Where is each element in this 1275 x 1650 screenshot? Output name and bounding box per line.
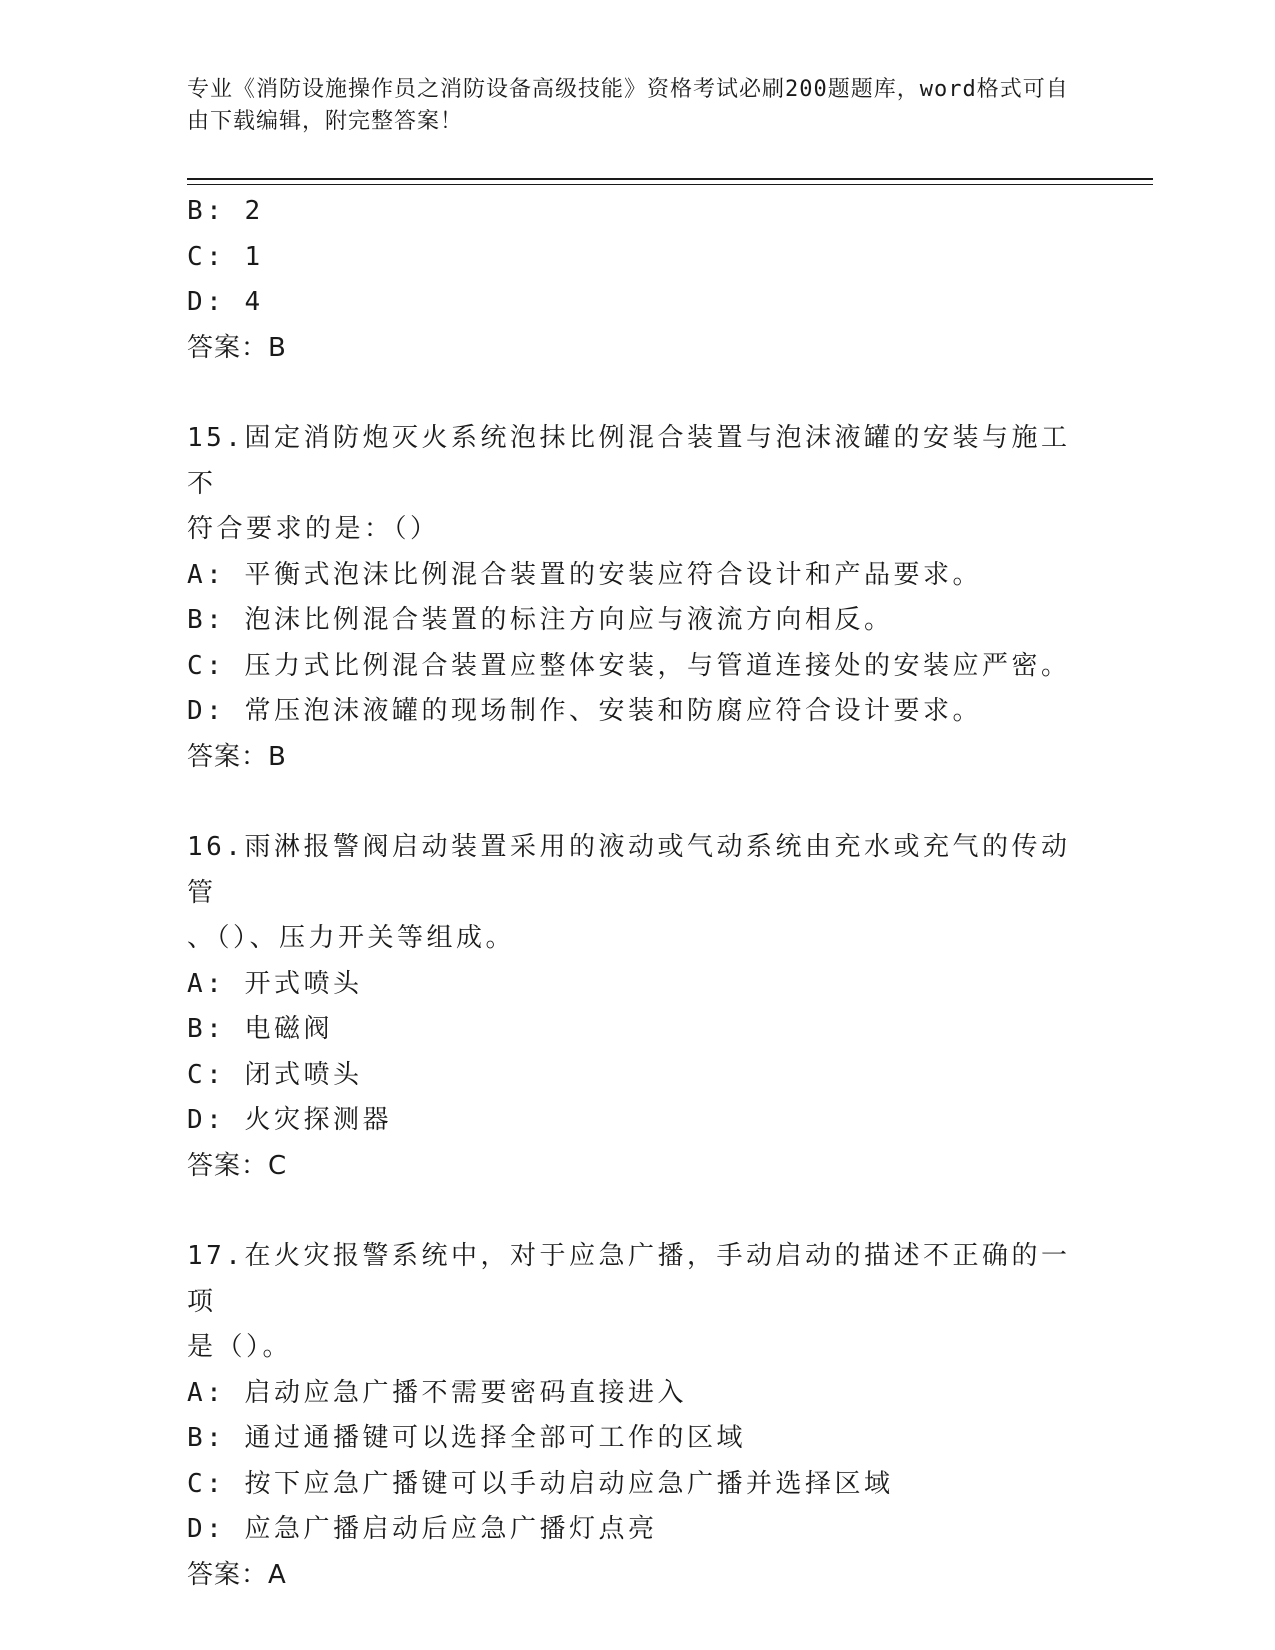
- question-stem-cont: 符合要求的是：（）: [187, 514, 440, 544]
- option-text: 平衡式泡沫比例混合装置的安装应符合设计和产品要求。: [244, 559, 982, 590]
- option-line: [187, 1371, 1087, 1417]
- header-rule-thick: [187, 178, 1153, 180]
- option-text: 4: [244, 287, 264, 317]
- option-line: [187, 553, 1087, 599]
- answer-line: 答案：C: [187, 1150, 288, 1181]
- option-key: B:: [187, 1014, 226, 1044]
- option-line: [187, 1462, 1087, 1508]
- option-text: 2: [244, 196, 264, 226]
- option-text: 开式喷头: [244, 968, 363, 999]
- option-text: 应急广播启动后应急广播灯点亮: [244, 1514, 658, 1544]
- question-content: [187, 189, 1087, 1598]
- option-line: [187, 598, 1087, 644]
- option-line: [187, 280, 1087, 326]
- option-key: C:: [187, 1059, 226, 1090]
- option-key: A:: [187, 968, 226, 999]
- option-text: 火灾探测器: [244, 1105, 392, 1135]
- option-line: [187, 962, 1087, 1008]
- question-stem: 16.雨淋报警阀启动装置采用的液动或气动系统由充水或充气的传动管: [187, 832, 1071, 908]
- option-key: C:: [187, 1468, 226, 1499]
- option-text: 闭式喷头: [244, 1059, 363, 1090]
- option-line: [187, 1053, 1087, 1099]
- option-text: 通过通播键可以选择全部可工作的区域: [244, 1423, 746, 1453]
- answer-line: 答案：A: [187, 1559, 287, 1590]
- option-line: [187, 189, 1087, 235]
- option-key: C:: [187, 241, 226, 272]
- question-stem: 15.固定消防炮灭火系统泡抹比例混合装置与泡沫液罐的安装与施工不: [187, 423, 1071, 499]
- option-text: 1: [244, 241, 264, 272]
- option-key: B:: [187, 605, 226, 635]
- question-stem: 17.在火灾报警系统中，对于应急广播，手动启动的描述不正确的一项: [187, 1241, 1071, 1317]
- option-key: A:: [187, 559, 226, 590]
- option-line: [187, 1007, 1087, 1053]
- option-line: [187, 235, 1087, 281]
- page-header: 专业《消防设施操作员之消防设备高级技能》资格考试必刷200题题库，word格式可自由下载编辑，附完整答案！: [187, 77, 1069, 134]
- option-line: [187, 1416, 1087, 1462]
- option-text: 常压泡沫液罐的现场制作、安装和防腐应符合设计要求。: [244, 696, 982, 726]
- question-stem-cont: 是（）。: [187, 1332, 293, 1362]
- answer-line: 答案：B: [187, 332, 287, 363]
- option-text: 泡沫比例混合装置的标注方向应与液流方向相反。: [244, 605, 894, 635]
- question-15: [187, 416, 1087, 780]
- option-key: D:: [187, 1105, 226, 1135]
- option-text: 电磁阀: [244, 1014, 333, 1044]
- option-key: D:: [187, 287, 226, 317]
- header-rule-thin: [187, 184, 1153, 185]
- question-17: [187, 1234, 1087, 1598]
- option-key: D:: [187, 1514, 226, 1544]
- option-key: A:: [187, 1377, 226, 1408]
- option-key: C:: [187, 650, 226, 681]
- question-stem-cont: 、（）、压力开关等组成。: [187, 923, 516, 953]
- option-line: [187, 644, 1087, 690]
- question-16: [187, 825, 1087, 1189]
- option-key: D:: [187, 696, 226, 726]
- partial-question: [187, 189, 1087, 371]
- option-text: 按下应急广播键可以手动启动应急广播并选择区域: [244, 1468, 894, 1499]
- option-text: 启动应急广播不需要密码直接进入: [244, 1377, 687, 1408]
- option-line: [187, 689, 1087, 735]
- option-line: [187, 1507, 1087, 1553]
- option-key: B:: [187, 1423, 226, 1453]
- option-key: B:: [187, 196, 226, 226]
- option-text: 压力式比例混合装置应整体安装，与管道连接处的安装应严密。: [244, 650, 1071, 681]
- option-line: [187, 1098, 1087, 1144]
- answer-line: 答案：B: [187, 741, 287, 772]
